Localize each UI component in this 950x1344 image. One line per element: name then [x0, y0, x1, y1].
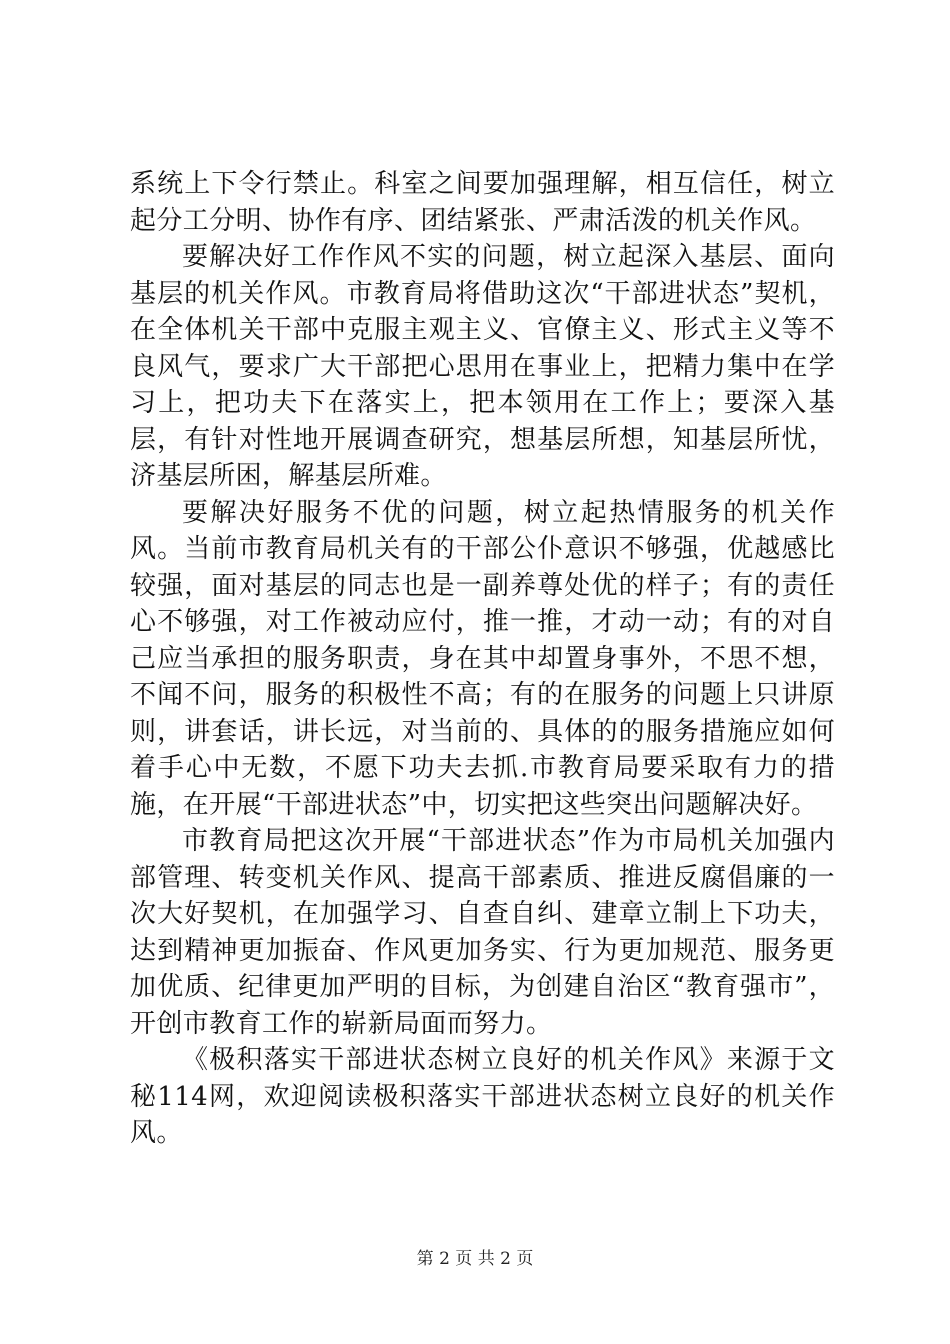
paragraph: 系统上下令行禁止。科室之间要加强理解，相互信任，树立起分工分明、协作有序、团结紧张、严肃活泼的机关作风。 — [130, 169, 835, 236]
paragraph: 市教育局把这次开展“干部进状态”作为市局机关加强内部管理、转变机关作风、提高干部素质、推进反腐倡廉的一次大好契机，在加强学习、自查自纠、建章立制上下功夫，达到精神更加振奋、作风更加务实、行为更加规范、服务更加优质、纪律更加严明的目标，为创建自治区“教育强市”，开创市教育工作的崭新局面而努力。 — [130, 826, 835, 1039]
paragraph: 要解决好服务不优的问题，树立起热情服务的机关作风。当前市教育局机关有的干部公仆意识不够强，优越感比较强，面对基层的同志也是一副养尊处优的样子；有的责任心不够强，对工作被动应付，推一推，才动一动；有的对自己应当承担的服务职责，身在其中却置身事外，不思不想，不闻不问，服务的积极性不高；有的在服务的问题上只讲原则，讲套话，讲长远，对当前的、具体的的服务措施应如何着手心中无数，不愿下功夫去抓.市教育局要采取有力的措施，在开展“干部进状态”中，切实把这些突出问题解决好。 — [130, 497, 835, 820]
paragraph: 《极积落实干部进状态树立良好的机关作风》来源于文秘114网，欢迎阅读极积落实干部进状态树立良好的机关作风。 — [130, 1045, 835, 1148]
page-number-footer: 第 2 页 共 2 页 — [416, 1249, 534, 1269]
document-body — [130, 166, 835, 1152]
paragraph: 要解决好工作作风不实的问题，树立起深入基层、面向基层的机关作风。市教育局将借助这次“干部进状态”契机，在全体机关干部中克服主观主义、官僚主义、形式主义等不良风气，要求广大干部把心思用在事业上，把精力集中在学习上，把功夫下在落实上，把本领用在工作上；要深入基层，有针对性地开展调查研究，想基层所想，知基层所忧，济基层所困，解基层所难。 — [130, 242, 835, 491]
